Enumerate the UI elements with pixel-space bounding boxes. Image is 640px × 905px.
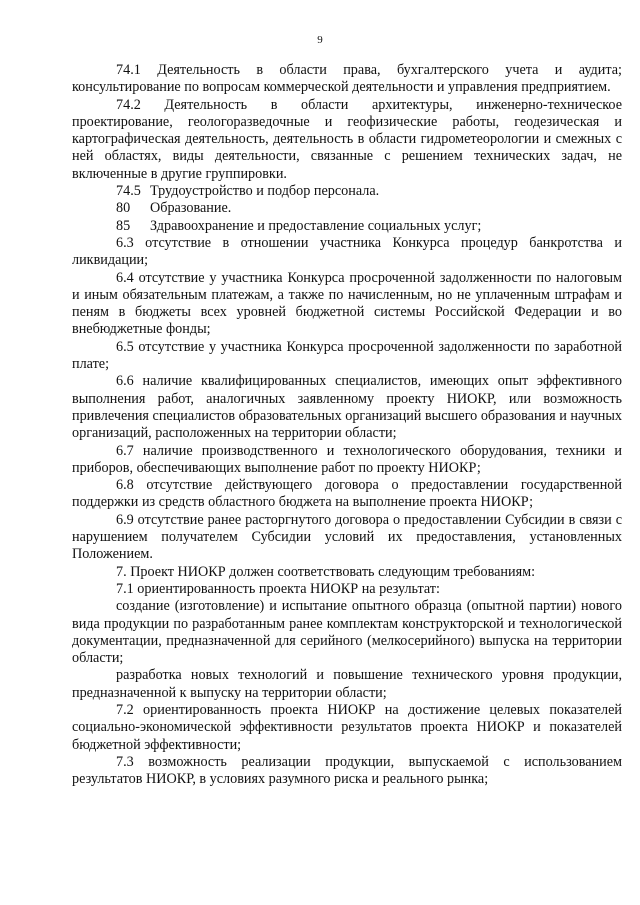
item-6-8: 6.8 отсутствие действующего договора о предоставлении государственной поддержки из средств областного бюджета на выполнение проекта НИОКР; bbox=[72, 477, 622, 511]
item-6-5: 6.5 отсутствие у участника Конкурса просроченной задолженности по заработной плате; bbox=[72, 338, 622, 373]
code-line-74-5 bbox=[72, 183, 622, 200]
code-number: 74.5 bbox=[116, 183, 141, 200]
code-text: Здравоохранение и предоставление социальных услуг; bbox=[150, 217, 482, 234]
code-text: Образование. bbox=[150, 200, 232, 217]
code-line-80 bbox=[72, 200, 622, 217]
item-7-1: 7.1 ориентированность проекта НИОКР на результат: bbox=[116, 580, 440, 597]
item-6-4: 6.4 отсутствие у участника Конкурса просроченной задолженности по налоговым и иным обязательным платежам, а также по начисленным, но не уплаченным штрафам и пеням в бюджеты всех уровней бюджетной системы Российской Федерации и во внебюджетные фонды; bbox=[72, 269, 622, 338]
code-number: 85 bbox=[116, 217, 131, 234]
code-number: 80 bbox=[116, 200, 131, 217]
paragraph-74-2: 74.2 Деятельность в области архитектуры, инженерно-техническое проектирование, геологоразведочные и геофизические работы, геодезическая и картографическая деятельность, деятельность в области гидрометеорологии и смежных с ней областях, виды деятельности, связанные с решением технических задач, не включенные в другие группировки. bbox=[72, 96, 622, 182]
item-6-6: 6.6 наличие квалифицированных специалистов, имеющих опыт эффективного выполнения работ, аналогичных заявленному проекту НИОКР, или возможность привлечения специалистов образовательных организаций высшего образования и научных организаций, расположенных на территории области; bbox=[72, 373, 622, 442]
item-7-1-development: разработка новых технологий и повышение технического уровня продукции, предназначенной к выпуску на территории области; bbox=[72, 667, 622, 701]
item-6-9: 6.9 отсутствие ранее расторгнутого договора о предоставлении Субсидии в связи с нарушением получателем Субсидии условий их предоставления, установленных Положением. bbox=[72, 511, 622, 563]
item-6-7: 6.7 наличие производственного и технологического оборудования, техники и приборов, обеспечивающих выполнение работ по проекту НИОКР; bbox=[72, 442, 622, 476]
document-body bbox=[72, 62, 622, 788]
item-7: 7. Проект НИОКР должен соответствовать следующим требованиям: bbox=[116, 563, 536, 580]
item-6-3: 6.3 отсутствие в отношении участника Конкурса процедур банкротства и ликвидации; bbox=[72, 234, 622, 269]
code-line-85 bbox=[72, 218, 622, 235]
item-7-2: 7.2 ориентированность проекта НИОКР на достижение целевых показателей социально-экономической эффективности результатов проекта НИОКР и показателей бюджетной эффективности; bbox=[72, 701, 622, 753]
paragraph-74-1: 74.1 Деятельность в области права, бухгалтерского учета и аудита; консультирование по вопросам коммерческой деятельности и управления предприятием. bbox=[72, 62, 622, 96]
item-7-3: 7.3 возможность реализации продукции, выпускаемой с использованием результатов НИОКР, в условиях разумного риска и реального рынка; bbox=[72, 753, 622, 788]
code-text: Трудоустройство и подбор персонала. bbox=[150, 183, 380, 200]
page-number: 9 bbox=[317, 34, 323, 46]
item-7-1-creation: создание (изготовление) и испытание опытного образца (опытной партии) нового вида продукции по разработанным ранее комплектам конструкторской и технологической документации, предназначенной для серийного (мелкосерийного) выпуска на территории области; bbox=[72, 598, 622, 667]
